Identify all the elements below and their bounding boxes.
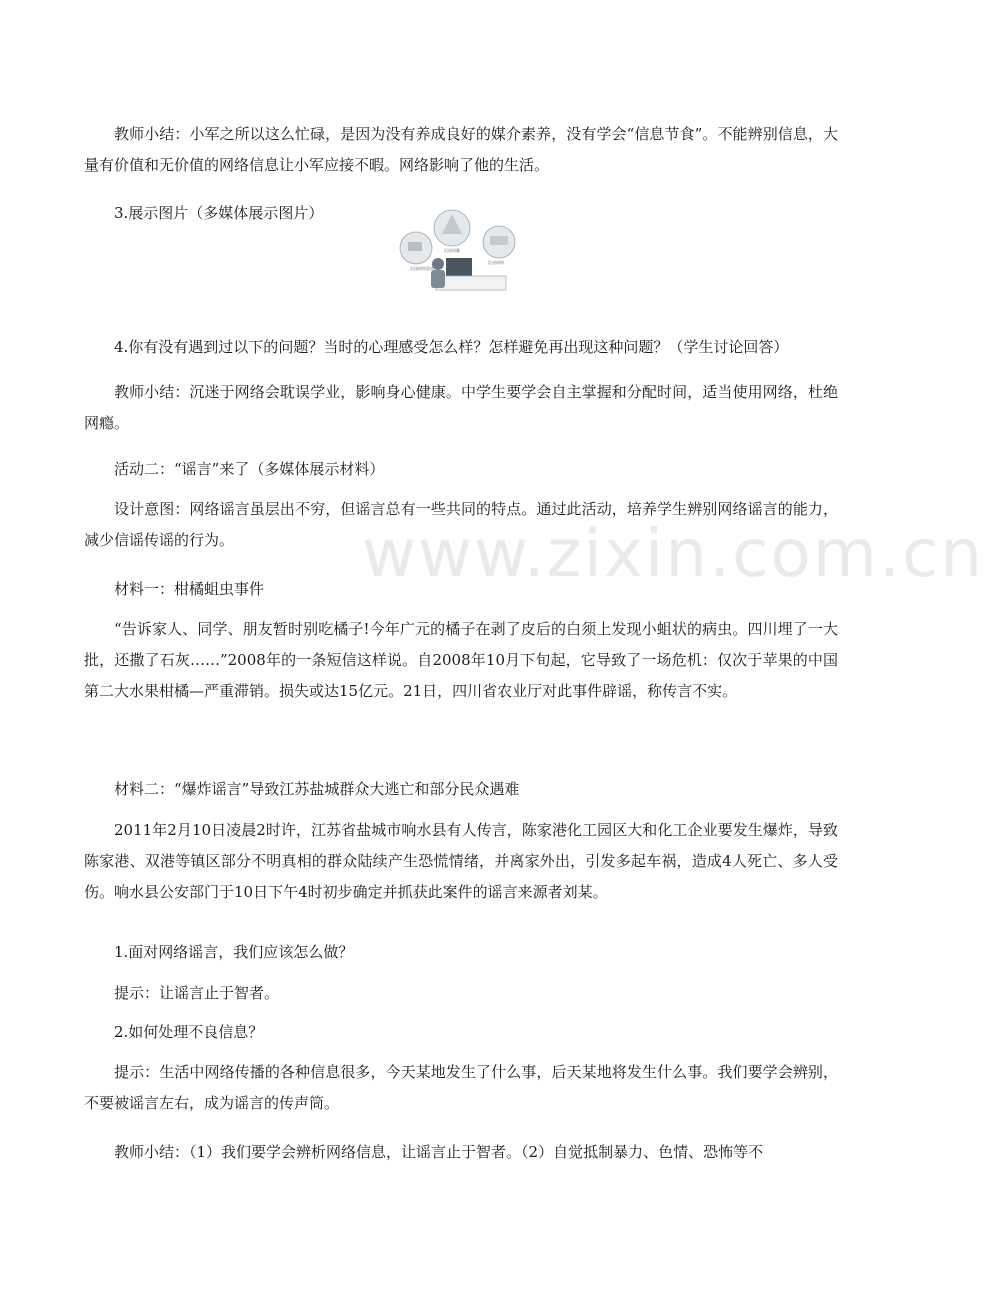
paragraph-material-2-body: 2011年2月10日凌晨2时许，江苏省盐城市响水县有人传言，陈家港化工园区大和化工企业要发生爆炸，导致陈家港、双港等镇区部分不明真相的群众陆续产生恐慌情绪，并离家外出，引发多起车祸，造成4人死亡、多人受伤。响水县公安部门于10日下午4时初步确定并抓获此案件的谣言来源者刘某。 [84,821,838,901]
watermark: www.zixin.com.cn [362,515,984,592]
paragraph-activity-2: 活动二：“谣言”来了（多媒体展示材料） [114,460,385,478]
paragraph-design-intent: 设计意图：网络谣言虽层出不穷，但谣言总有一些共同的特点。通过此活动，培养学生辨别网络谣言的能力，减少信谣传谣的行为。 [84,500,838,549]
label-game: 沉迷网络游戏 [410,266,434,271]
paragraph-teacher-summary-3: 教师小结：（1）我们要学会辨析网络信息，让谣言止于智者。（2）自觉抵制暴力、色情、恐怖等不 [114,1143,764,1161]
paragraph-teacher-summary-2: 教师小结：沉迷于网络会耽误学业，影响身心健康。中学生要学会自主掌握和分配时间，适当使用网络，杜绝网瘾。 [84,383,838,432]
paragraph-hint-2: 提示：生活中网络传播的各种信息很多，今天某地发生了什么事，后天某地将发生什么事。我们要学会辨别，不要被谣言左右，成为谣言的传声筒。 [84,1063,838,1112]
paragraph-question-1: 1.面对网络谣言，我们应该怎么做？ [114,943,354,961]
paragraph-material-2-title: 材料二：“爆炸谣言”导致江苏盐城群众大逃亡和部分民众遇难 [114,780,520,798]
paragraph-question-2: 2.如何处理不良信息？ [114,1023,264,1041]
paragraph-material-1-title: 材料一：柑橘蛆虫事件 [114,580,265,598]
person-body-icon [431,270,445,288]
label-chat: 沉迷网聊 [444,248,460,253]
laptop-icon [490,236,508,245]
game-screen-icon [408,242,422,251]
paragraph-show-image: 3.展示图片（多媒体展示图片） [114,204,324,222]
monitor-icon [446,258,472,276]
paragraph-hint-1: 提示：让谣言止于智者。 [114,984,280,1002]
paragraph-question-4: 4.你有没有遇到过以下的问题？当时的心理感受怎么样？怎样避免再出现这种问题？（学生讨论回答） [114,338,789,356]
label-shopping: 沉迷网购 [488,260,504,265]
paragraph-material-1-body: “告诉家人、同学、朋友暂时别吃橘子!今年广元的橘子在剥了皮后的白须上发现小蛆状的病虫。四川埋了一大批，还撒了石灰……”2008年的一条短信这样说。自2008年10月下旬起，它导致了一场危机：仅次于苹果的中国第二大水果柑橘—严重滞销。损失或达15亿元。21日，四川省农业厅对此事件辟谣，称传言不实。 [84,620,838,700]
paragraph-teacher-summary-1: 教师小结：小军之所以这么忙碌，是因为没有养成良好的媒介素养，没有学会“信息节食”。不能辨别信息，大量有价值和无价值的网络信息让小军应接不暇。网络影响了他的生活。 [84,125,838,174]
desk-icon [436,276,506,290]
